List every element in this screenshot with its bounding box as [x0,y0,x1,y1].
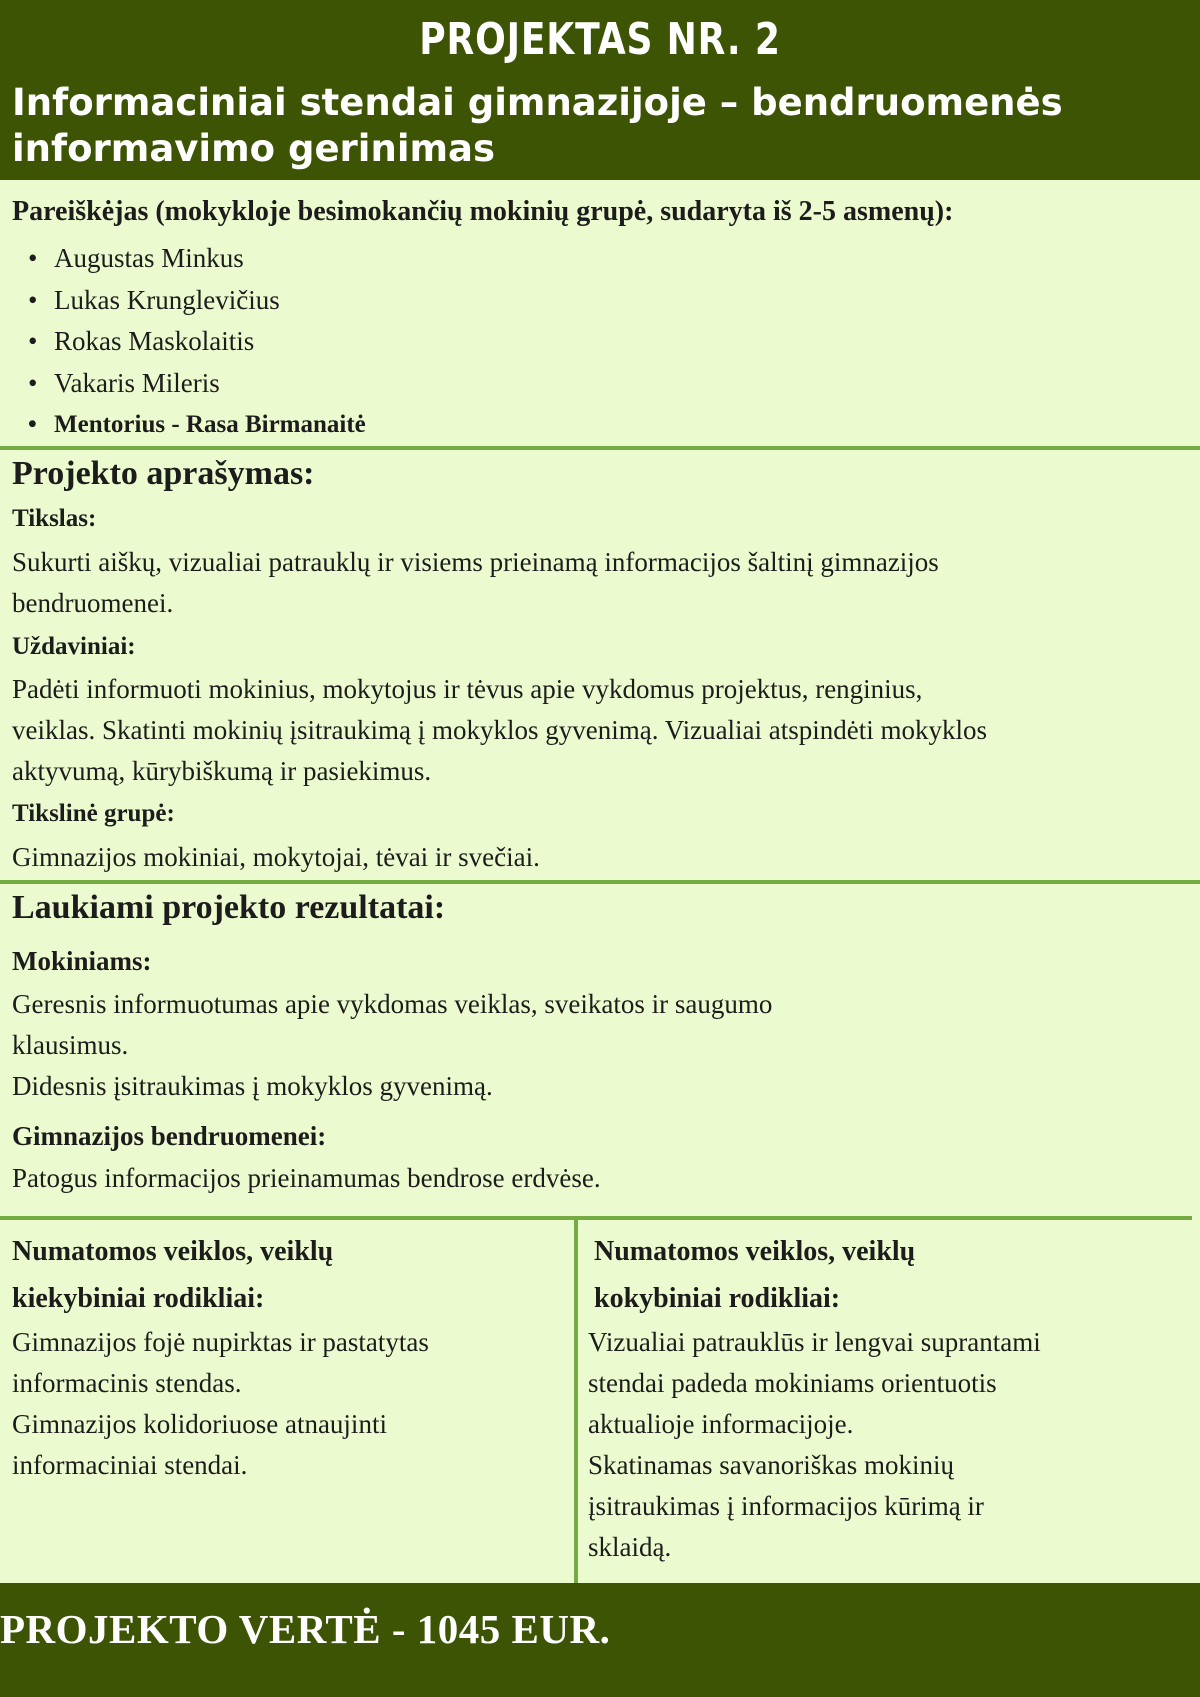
text-line: Gimnazijos kolidoriuose atnaujinti [12,1409,387,1439]
applicant-heading: Pareiškėjas (mokykloje besimokančių mokinių grupė, sudaryta iš 2-5 asmenų): [12,196,954,227]
heading-line: kokybiniai rodikliai: [594,1283,841,1314]
list-item: • Augustas Minkus [22,238,366,280]
qualitative-indicators [588,1228,1188,1568]
text-line: Geresnis informuotumas apie vykdomas veiklas, sveikatos ir saugumo [12,989,773,1019]
project-title-line: Informaciniai stendai gimnazijoje – bendruomenės [12,81,1063,124]
quantitative-heading [12,1228,572,1322]
community-text: Patogus informacijos prieinamumas bendrose erdvėse. [12,1163,601,1193]
text-line: informaciniai stendai. [12,1450,248,1480]
qualitative-text [588,1322,1188,1568]
text-line: veiklas. Skatinti mokinių įsitraukimą į mokyklos gyvenimą. Vizualiai atspindėti mokyklos [12,715,988,745]
text-line: Gimnazijos fojė nupirktas ir pastatytas [12,1327,429,1357]
text-line: Padėti informuoti mokinius, mokytojus ir tėvus apie vykdomus projektus, renginius, [12,674,923,704]
community-label: Gimnazijos bendruomenei: [12,1121,327,1151]
quantitative-text [12,1322,572,1486]
students-label: Mokiniams: [12,946,152,976]
heading-line: kiekybiniai rodikliai: [12,1283,265,1314]
footer-banner [0,1583,1200,1697]
section-divider [0,880,1200,884]
text-line: stendai padeda mokiniams orientuotis [588,1368,997,1398]
text-line: sklaidą. [588,1532,672,1562]
tasks-text [12,669,1182,792]
heading-line: Numatomos veiklos, veiklų [12,1236,334,1267]
section-divider [0,1216,1192,1220]
target-group-text: Gimnazijos mokiniai, mokytojai, tėvai ir svečiai. [12,842,540,872]
quantitative-indicators [12,1228,572,1486]
students-text [12,984,1182,1107]
text-line: aktualioje informacijoje. [588,1409,854,1439]
member-list [22,238,366,446]
mentor-item: • Mentorius - Rasa Birmanaitė [22,404,366,446]
text-line: Didesnis įsitraukimas į mokyklos gyvenimą. [12,1071,493,1101]
list-item: • Vakaris Mileris [22,363,366,405]
list-item: • Lukas Krunglevičius [22,280,366,322]
description-heading: Projekto aprašymas: [12,455,315,492]
project-value: PROJEKTO VERTĖ - 1045 EUR. [0,1606,611,1652]
text-line: įsitraukimas į informacijos kūrimą ir [588,1491,984,1521]
target-group-label: Tikslinė grupė: [12,800,175,827]
project-number: PROJEKTAS NR. 2 [419,14,781,65]
goal-label: Tikslas: [12,505,97,532]
text-line: Skatinamas savanoriškas mokinių [588,1450,954,1480]
section-divider [0,446,1200,450]
text-line: aktyvumą, kūrybiškumą ir pasiekimus. [12,756,432,786]
list-item: • Rokas Maskolaitis [22,321,366,363]
results-heading: Laukiami projekto rezultatai: [12,889,446,926]
text-line: Sukurti aiškų, vizualiai patrauklų ir visiems prieinamą informacijos šaltinį gimnazijos [12,547,939,577]
project-title [12,80,1172,172]
heading-line: Numatomos veiklos, veiklų [594,1236,916,1267]
text-line: informacinis stendas. [12,1368,242,1398]
column-divider [574,1220,578,1583]
text-line: Vizualiai patrauklūs ir lengvai suprantami [588,1327,1041,1357]
project-title-line: informavimo gerinimas [12,127,496,170]
text-line: bendruomenei. [12,588,174,618]
tasks-label: Uždaviniai: [12,633,136,660]
text-line: klausimus. [12,1030,129,1060]
goal-text [12,542,1182,624]
qualitative-heading [588,1228,1188,1322]
header-banner [0,0,1200,180]
